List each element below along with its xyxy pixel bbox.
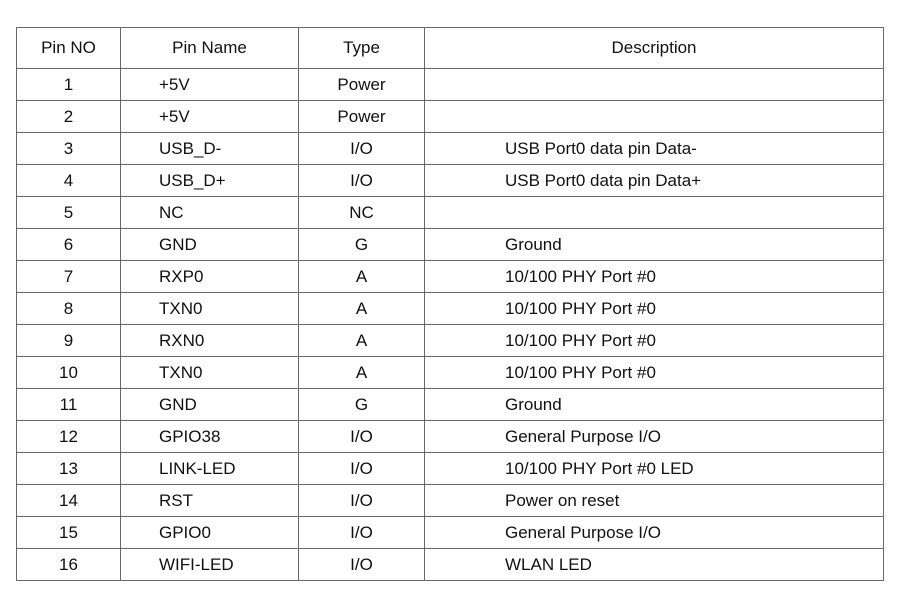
pin-type-cell: I/O <box>299 133 425 165</box>
pin-description-cell: 10/100 PHY Port #0 <box>425 293 884 325</box>
pin-description-cell <box>425 101 884 133</box>
pin-name-cell: LINK-LED <box>121 453 299 485</box>
table-row <box>17 293 884 325</box>
pin-number-cell: 13 <box>17 453 121 485</box>
pin-description-cell: Ground <box>425 389 884 421</box>
pin-description-cell: WLAN LED <box>425 549 884 581</box>
pin-number-cell: 16 <box>17 549 121 581</box>
pin-type-cell: I/O <box>299 517 425 549</box>
pin-type-cell: I/O <box>299 485 425 517</box>
pin-type-cell: I/O <box>299 453 425 485</box>
pin-number-cell: 4 <box>17 165 121 197</box>
table-body <box>17 69 884 581</box>
pin-name-cell: TXN0 <box>121 357 299 389</box>
pin-number-cell: 3 <box>17 133 121 165</box>
table-row <box>17 453 884 485</box>
pin-name-cell: TXN0 <box>121 293 299 325</box>
pin-name-cell: WIFI-LED <box>121 549 299 581</box>
pin-type-cell: G <box>299 389 425 421</box>
pin-number-cell: 7 <box>17 261 121 293</box>
table-row <box>17 69 884 101</box>
pin-name-cell: GND <box>121 229 299 261</box>
pin-description-cell: General Purpose I/O <box>425 517 884 549</box>
table-row <box>17 101 884 133</box>
pin-type-cell: A <box>299 325 425 357</box>
table-row <box>17 421 884 453</box>
pin-number-cell: 9 <box>17 325 121 357</box>
table-row <box>17 261 884 293</box>
pin-description-cell: 10/100 PHY Port #0 <box>425 325 884 357</box>
header-pin-name: Pin Name <box>121 28 299 69</box>
pin-description-cell <box>425 69 884 101</box>
pin-number-cell: 14 <box>17 485 121 517</box>
pin-type-cell: I/O <box>299 421 425 453</box>
pin-number-cell: 15 <box>17 517 121 549</box>
pin-name-cell: GPIO0 <box>121 517 299 549</box>
pin-description-cell: 10/100 PHY Port #0 <box>425 261 884 293</box>
pin-number-cell: 5 <box>17 197 121 229</box>
pin-type-cell: A <box>299 261 425 293</box>
pin-description-cell: 10/100 PHY Port #0 LED <box>425 453 884 485</box>
pin-name-cell: GPIO38 <box>121 421 299 453</box>
pin-type-cell: I/O <box>299 165 425 197</box>
pin-type-cell: Power <box>299 69 425 101</box>
header-description: Description <box>425 28 884 69</box>
pin-description-cell: Power on reset <box>425 485 884 517</box>
pin-name-cell: USB_D- <box>121 133 299 165</box>
pin-name-cell: USB_D+ <box>121 165 299 197</box>
table-row <box>17 229 884 261</box>
pin-number-cell: 2 <box>17 101 121 133</box>
pin-name-cell: +5V <box>121 69 299 101</box>
pin-number-cell: 6 <box>17 229 121 261</box>
pin-description-cell: Ground <box>425 229 884 261</box>
pin-name-cell: NC <box>121 197 299 229</box>
table-row <box>17 357 884 389</box>
pin-type-cell: G <box>299 229 425 261</box>
table-row <box>17 133 884 165</box>
table-row <box>17 549 884 581</box>
table-row <box>17 485 884 517</box>
pin-name-cell: +5V <box>121 101 299 133</box>
header-pin-no: Pin NO <box>17 28 121 69</box>
pin-description-cell: General Purpose I/O <box>425 421 884 453</box>
header-type: Type <box>299 28 425 69</box>
table-row <box>17 517 884 549</box>
pin-type-cell: NC <box>299 197 425 229</box>
pin-number-cell: 12 <box>17 421 121 453</box>
pin-description-cell: 10/100 PHY Port #0 <box>425 357 884 389</box>
pin-name-cell: GND <box>121 389 299 421</box>
pin-type-cell: A <box>299 357 425 389</box>
pin-number-cell: 11 <box>17 389 121 421</box>
pin-name-cell: RST <box>121 485 299 517</box>
pin-type-cell: I/O <box>299 549 425 581</box>
table-header-row <box>17 28 884 69</box>
pin-description-cell: USB Port0 data pin Data+ <box>425 165 884 197</box>
table-row <box>17 389 884 421</box>
pin-type-cell: Power <box>299 101 425 133</box>
pin-type-cell: A <box>299 293 425 325</box>
pin-number-cell: 1 <box>17 69 121 101</box>
pin-definition-table <box>16 27 884 581</box>
table-row <box>17 197 884 229</box>
pin-number-cell: 8 <box>17 293 121 325</box>
pin-name-cell: RXN0 <box>121 325 299 357</box>
table-row <box>17 325 884 357</box>
pin-name-cell: RXP0 <box>121 261 299 293</box>
pin-description-cell <box>425 197 884 229</box>
pin-number-cell: 10 <box>17 357 121 389</box>
pin-description-cell: USB Port0 data pin Data- <box>425 133 884 165</box>
table-row <box>17 165 884 197</box>
